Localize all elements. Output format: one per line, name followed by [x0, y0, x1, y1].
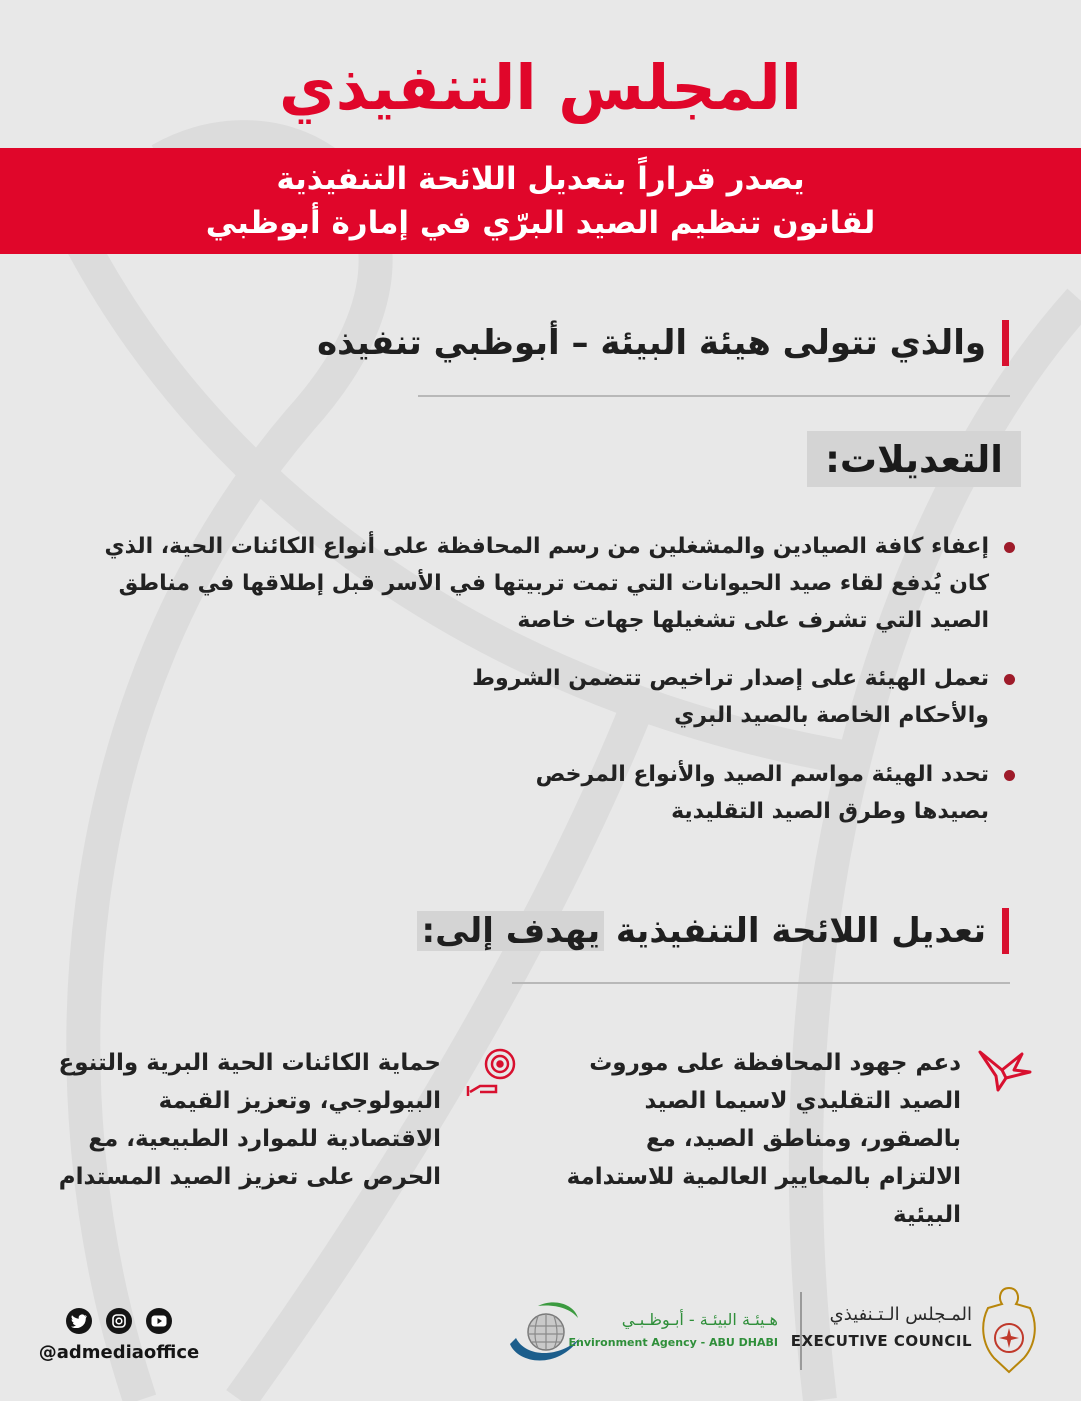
list-item	[529, 756, 989, 830]
divider	[512, 982, 1010, 984]
goal-left-text: حماية الكائنات الحية البرية والتنوع البيولوجي، وتعزيز القيمة الاقتصادية للموارد الطبيعية، مع الحرص على تعزيز الصيد المستدام	[58, 1050, 441, 1190]
amendment-text-1: إعفاء كافة الصيادين والمشغلين من رسم المحافظة على أنواع الكائنات الحية، الذي كان يُدفع لقاء صيد الحيوانات التي تمت تربيتها في الأسر قبل إطلاقها في مناطق الصيد التي تشرف على تشغيلها جهات خاصة	[104, 534, 989, 633]
goal-right-text: دعم جهود المحافظة على موروث الصيد التقليدي لاسيما الصيد بالصقور، ومناطق الصيد، مع الالتزام بالمعايير العالمية للاستدامة البيئية	[566, 1050, 961, 1228]
footer-divider	[800, 1292, 802, 1370]
falcon-emblem-icon	[978, 1284, 1040, 1376]
globe-logo-icon	[508, 1298, 582, 1370]
amendment-text-2: تعمل الهيئة على إصدار تراخيص تتضمن الشروط والأحكام الخاصة بالصيد البري	[472, 666, 989, 728]
banner-line-1: يصدر قراراً بتعديل اللائحة التنفيذية	[276, 161, 805, 197]
social-block	[38, 1308, 200, 1363]
amendment-text-3: تحدد الهيئة مواسم الصيد والأنواع المرخص بصيدها وطرق الصيد التقليدية	[535, 762, 989, 824]
page-title: المجلس التنفيذي	[278, 51, 803, 124]
social-icons	[66, 1308, 172, 1334]
council-name-ar: المـجلس الـتـنفيذي	[829, 1304, 972, 1325]
implementation-heading	[317, 320, 1009, 366]
bullet-dot	[1004, 674, 1015, 685]
divider	[418, 395, 1010, 397]
goals-heading	[417, 908, 1009, 954]
executive-council-text	[790, 1296, 978, 1366]
banner-line-2: لقانون تنظيم الصيد البرّي في إمارة أبوظبي	[205, 205, 876, 241]
accent-bar	[1002, 908, 1009, 954]
title-banner	[0, 148, 1081, 254]
instagram-icon[interactable]	[106, 1308, 132, 1334]
goals-heading-part1: تعديل اللائحة التنفيذية	[604, 911, 986, 951]
falcon-icon	[976, 1046, 1034, 1094]
amendments-label: التعديلات:	[807, 431, 1021, 487]
list-item	[389, 660, 989, 734]
social-handle[interactable]: @admediaoffice	[38, 1342, 200, 1363]
target-hand-icon	[466, 1046, 522, 1098]
bullet-dot	[1004, 770, 1015, 781]
list-item	[89, 528, 989, 639]
goals-heading-part2: يهدف إلى:	[417, 911, 604, 951]
implementation-text: والذي تتولى هيئة البيئة – أبوظبي تنفيذه	[317, 323, 986, 363]
bullet-dot	[1004, 542, 1015, 553]
agency-name-ar: هـيئـة البيئـة - أبـوظـبـي	[621, 1310, 778, 1329]
youtube-icon[interactable]	[146, 1308, 172, 1334]
agency-name-en: Environment Agency - ABU DHABI	[568, 1336, 778, 1349]
accent-bar	[1002, 320, 1009, 366]
council-name-en: EXECUTIVE COUNCIL	[790, 1332, 972, 1350]
goals-heading-text	[417, 911, 986, 951]
twitter-icon[interactable]	[66, 1308, 92, 1334]
environment-agency-logo	[508, 1294, 778, 1374]
